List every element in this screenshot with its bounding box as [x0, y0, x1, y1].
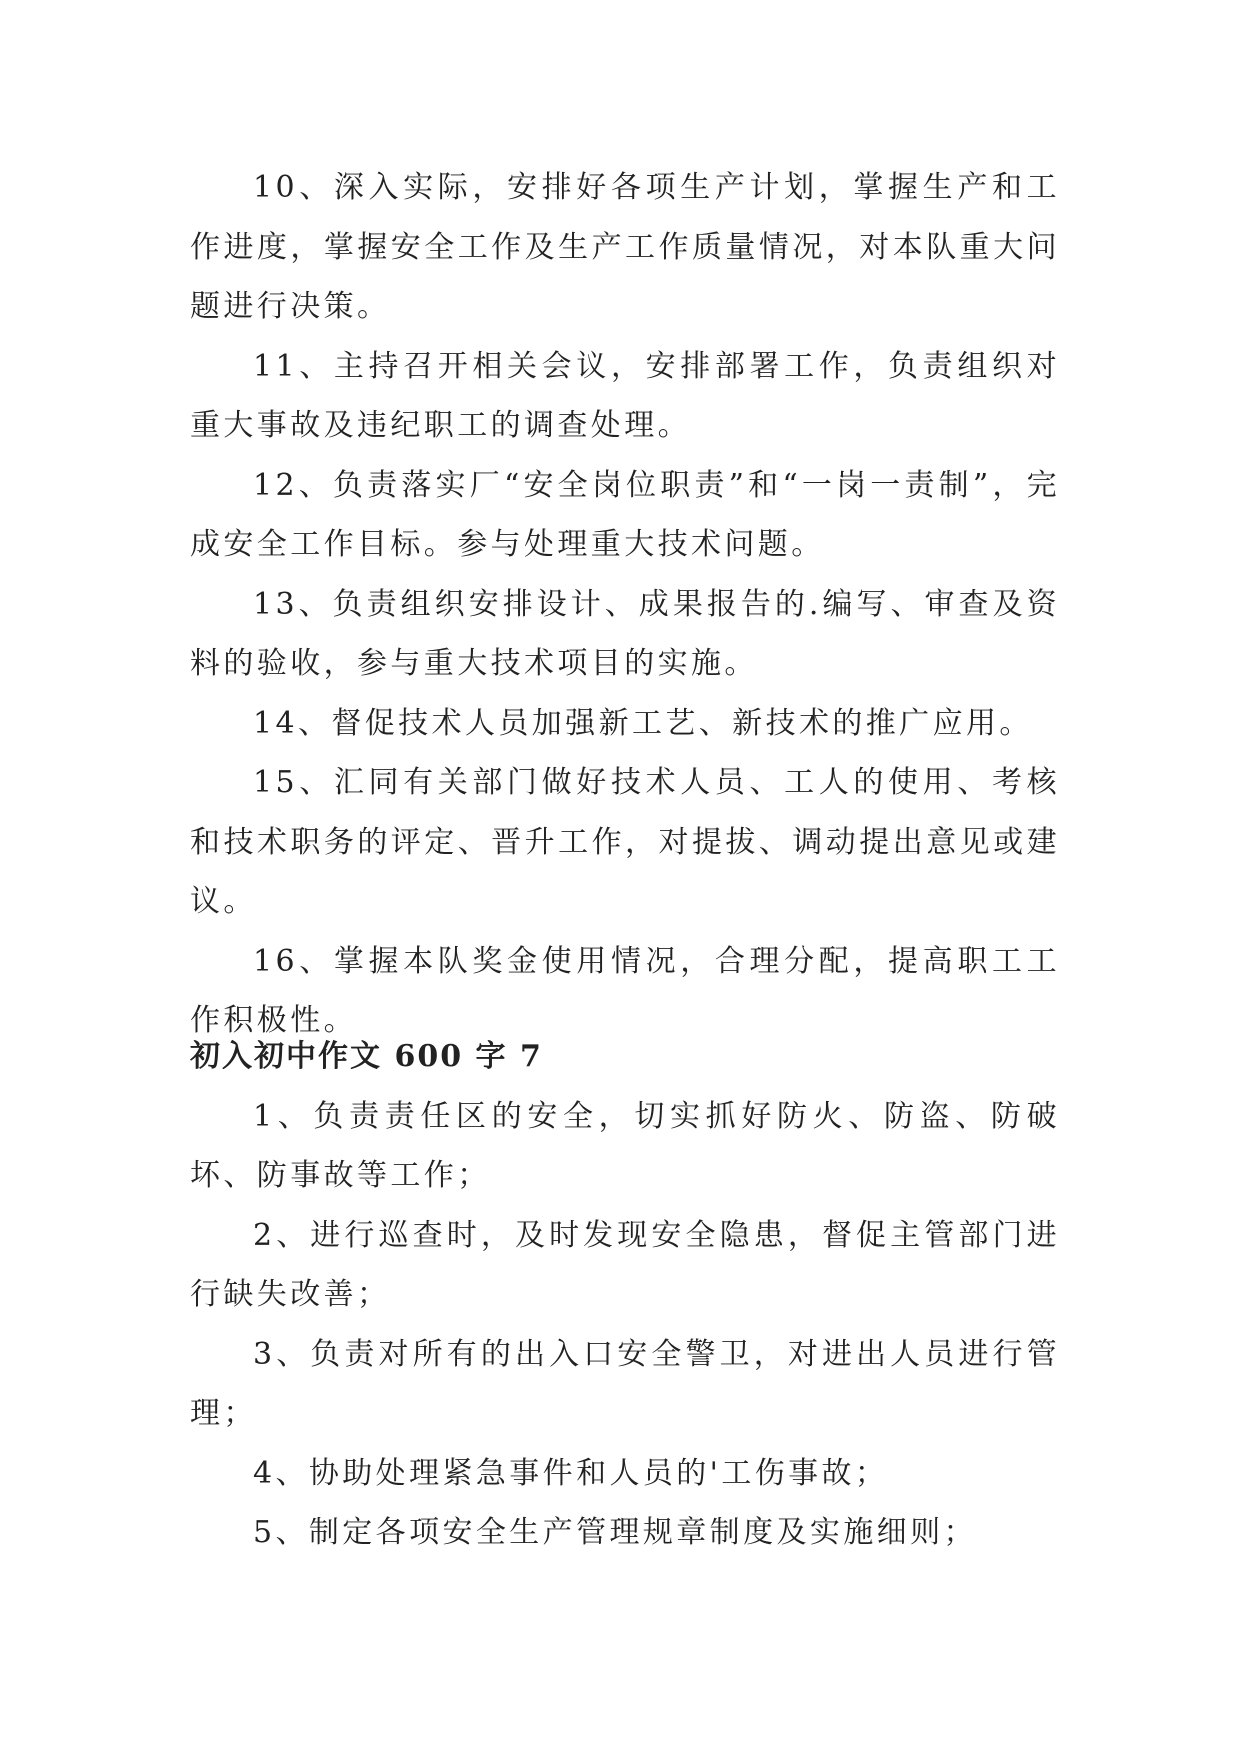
paragraph-2: 2、进行巡查时，及时发现安全隐患，督促主管部门进行缺失改善；	[190, 1217, 1060, 1312]
paragraph-15: 15、汇同有关部门做好技术人员、工人的使用、考核和技术职务的评定、晋升工作，对提拔、调动提出意见或建议。	[190, 765, 1060, 919]
paragraph-13: 13、负责组织安排设计、成果报告的.编写、审查及资料的验收，参与重大技术项目的实施。	[190, 586, 1060, 681]
paragraph-12: 12、负责落实厂“安全岗位职责”和“一岗一责制”，完成安全工作目标。参与处理重大技术问题。	[190, 467, 1060, 562]
section-heading: 初入初中作文 600 字 7	[190, 1039, 543, 1074]
paragraph-11: 11、主持召开相关会议，安排部署工作，负责组织对重大事故及违纪职工的调查处理。	[190, 348, 1060, 443]
paragraph-5: 5、制定各项安全生产管理规章制度及实施细则；	[253, 1515, 977, 1550]
paragraph-1: 1、负责责任区的安全，切实抓好防火、防盗、防破坏、防事故等工作；	[190, 1098, 1060, 1193]
paragraph-16: 16、掌握本队奖金使用情况，合理分配，提高职工工作积极性。	[190, 943, 1060, 1038]
essay-section	[190, 1027, 1060, 1563]
duty-list-section	[190, 158, 1060, 1051]
paragraph-14: 14、督促技术人员加强新工艺、新技术的推广应用。	[253, 705, 1033, 741]
paragraph-10: 10、深入实际，安排好各项生产计划，掌握生产和工作进度，掌握安全工作及生产工作质量情况，对本队重大问题进行决策。	[190, 170, 1060, 324]
paragraph-3: 3、负责对所有的出入口安全警卫，对进出人员进行管理；	[190, 1336, 1060, 1431]
paragraph-4: 4、协助处理紧急事件和人员的'工伤事故；	[253, 1455, 889, 1491]
